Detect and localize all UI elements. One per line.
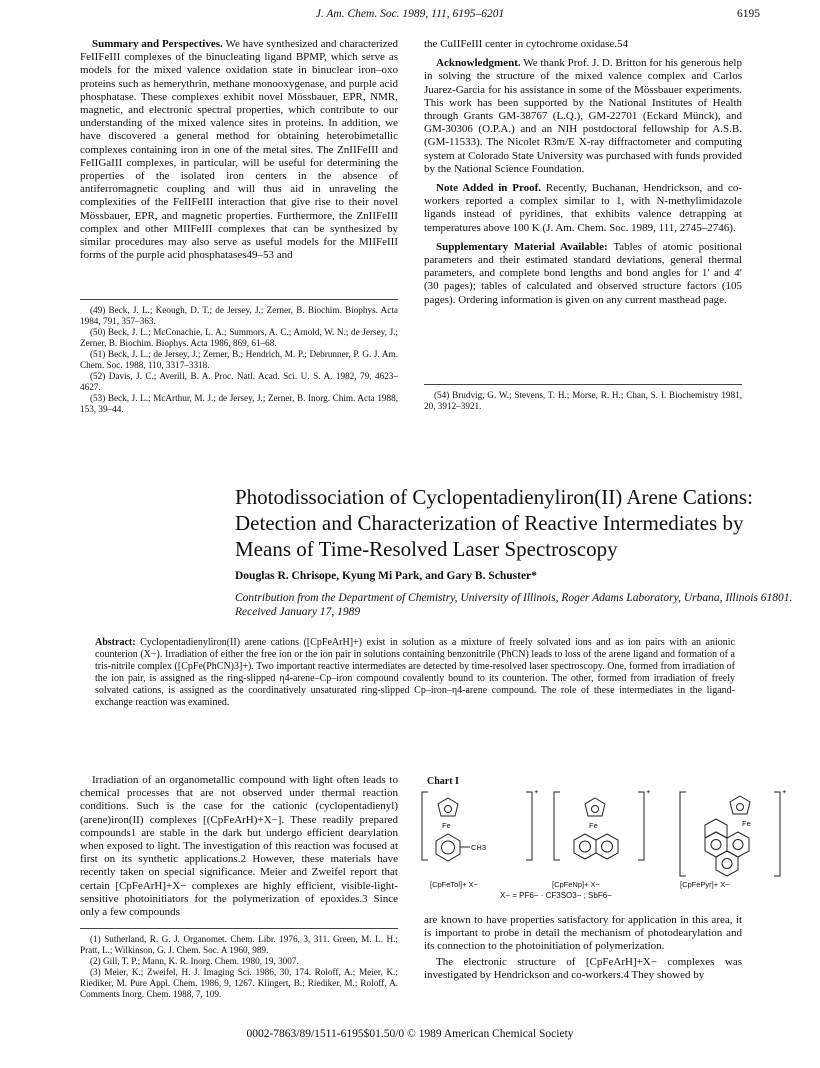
continuation-line: the CuIIFeIII center in cytochrome oxidase.54 [424, 38, 629, 50]
cp-ring-icon [585, 798, 605, 816]
arene-ring-icon [436, 834, 460, 861]
bracket-left [554, 792, 560, 860]
body-paragraph: The electronic structure of [CpFeArH]+X− complexes was investigated by Hendrickson and co-workers.4 They showed by [424, 955, 742, 981]
chart-structures [418, 790, 788, 890]
prev-left-column [80, 38, 398, 268]
reference: (52) Davis, J. C.; Averill, B. A. Proc. Natl. Acad. Sci. U. S. A. 1982, 79, 4623–4627. [80, 371, 398, 392]
reference: (3) Meier, K.; Zweifel, H. J. Imaging Sci. 1986, 30, 174. Roloff, A.; Meier, K.; Riediker, M. Pure Appl. Chem. 1986, 9, 1267. Klingert, B.; Riediker, M.; Roloff, A. Comments Inorg. Chem. 1988, 7, 109. [80, 967, 398, 999]
prev-left-references [80, 305, 398, 415]
running-header [60, 8, 760, 24]
abstract-label: Abstract: [95, 637, 136, 648]
prev-right-references [424, 390, 742, 412]
article-title: Photodissociation of Cyclopentadienyliron(II) Arene Cations: Detection and Characterization of Reactive Intermediates by Means of Time-Resolved Laser Spectroscopy [235, 485, 753, 561]
reference: (53) Beck, J. L.; McArthur, M. J.; de Jersey, J.; Zerner, B. Inorg. Chim. Acta 1988, 153, 39–44. [80, 393, 398, 414]
reference: (50) Beck, J. L.; McConachie, L. A.; Summors, A. C.; Arnold, W. N.; de Jersey, J.; Zerner, B. Biochim. Biophys. Acta 1986, 869, 61–68. [80, 327, 398, 348]
abstract-text: Cyclopentadienyliron(II) arene cations ([CpFeArH]+) exist in solution as a mixture of freely solvated ions and as ion pairs with an anionic counterion (X−). Irradiation of either the free ion or the ion pair in solutions containing benzonitrile (PhCN) leads to loss of the arene ligand and formation of a tris-nitrile complex ([CpFe(PhCN)3]+). Two important reactive intermediates are detected by time-resolved laser spectroscopy. One, formed from irradiation of the ion pair, is assigned as the ring-slipped η4-arene–Cp–iron compound covalently bound to its counterion. The other, formed from irradiation of freely solvated cations, is assigned as the coordinatively unsaturated ring-slipped Cp–iron–η4-arene compound. The role of these intermediates in the ligand-exchange reaction was examined. [95, 637, 735, 708]
body-left-column [80, 774, 398, 925]
fe-atom: Fe [442, 821, 451, 830]
chart-counterions: X− = PF6− · CF3SO3− ; SbF6− [500, 891, 612, 900]
reference: (49) Beck, J. L.; Keough, D. T.; de Jersey, J.; Zerner, B. Biochim. Biophys. Acta 1984, 791, 357–363. [80, 305, 398, 326]
article-affiliation: Contribution from the Department of Chemistry, University of Illinois, Roger Adams Laboratory, Urbana, Illinois 61801. Received January 17, 1989 [235, 592, 793, 618]
copyright-footer: 0002-7863/89/1511-6195$01.50/0 © 1989 American Chemical Society [246, 1028, 574, 1040]
footnote-rule [80, 928, 398, 929]
body-paragraph: Irradiation of an organometallic compound with light often leads to chemical processes that are not observed under thermal reaction conditions. Such is the case for the cationic (cyclopentadienyl)(arene)iron(II) complexes [(CpFeArH)+X−]. These readily prepared compounds1 are stable in the dark but undergo efficient dearylation when exposed to light. The investigation of this reaction was focused at first on its synthetic applications.2 However, these materials have recently taken on special significance. Meier and Zweifel report that certain [CpFeArH]+X− complexes are highly efficient, visible-light-sensitive photoinitiators for the polymerization of epoxides.3 Since only a few compounds [80, 774, 398, 919]
article-authors: Douglas R. Chrisope, Kyung Mi Park, and Gary B. Schuster* [235, 570, 537, 582]
prev-right-column [424, 38, 742, 313]
cp-ring-icon [438, 798, 458, 816]
body-right-column [424, 914, 742, 988]
chart-title: Chart I [427, 776, 459, 787]
chart-label-pyr: [CpFePyr]+ X− [680, 880, 730, 889]
chart-label-np: [CpFeNp]+ X− [552, 880, 600, 889]
methyl-group: CH3 [471, 843, 487, 852]
abstract [95, 637, 735, 709]
charge: + [534, 790, 539, 796]
fe-atom: Fe [589, 821, 598, 830]
bracket-left [422, 792, 428, 860]
supplementary-paragraph: Supplementary Material Available: Tables of atomic positional parameters and their estimated standard deviations, general thermal parameters, and complete bond lengths and bond angles for 1′ and 4′ (30 pages); tables of calculated and observed structure factors (105 pages). Ordering information is given on any current masthead page. [424, 240, 742, 306]
fe-atom: Fe [742, 819, 751, 828]
body-paragraph: are known to have properties satisfactory for application in this area, it is important to probe in detail the mechanism of photodearylation and its connection to the photoinitiation of polymerization. [424, 914, 742, 953]
footnote-rule [80, 299, 398, 300]
page-number: 6195 [737, 8, 760, 20]
bracket-left [680, 792, 686, 876]
chart-label-tol: [CpFeTol]+ X− [430, 880, 478, 889]
body-references [80, 934, 398, 1000]
charge: + [782, 790, 787, 796]
bracket-right [638, 792, 644, 860]
journal-citation: J. Am. Chem. Soc. 1989, 111, 6195–6201 [315, 8, 505, 20]
reference: (54) Brudvig, G. W.; Stevens, T. H.; Morse, R. H.; Chan, S. I. Biochemistry 1981, 20, 3912–3921. [424, 390, 742, 411]
naphthalene-ring-icon [574, 834, 596, 859]
bracket-right [526, 792, 532, 860]
note-added-paragraph: Note Added in Proof. Recently, Buchanan, Hendrickson, and co-workers reported a complex similar to 1, with N-methylimidazole ligands instead of pyridines, that exhibits valence detrapping at temperatures above 100 K (J. Am. Chem. Soc. 1989, 111, 2745–2746). [424, 182, 742, 234]
acknowledgment-paragraph: Acknowledgment. We thank Prof. J. D. Britton for his generous help in solving the structure of the mixed valence complex and Carlos Juarez-Garcia for his assistance in some of the Mössbauer experiments. This work has been supported by the National Institutes of Health through Grants GM-38767 (L.Q.), GM-22701 (Eckard Münck), and GM-30306 (O.P.A.) and an NIH postdoctoral fellowship for A.S.B. (GM-11533). The Nicolet R3m/E X-ray diffractometer and computing system at Colorado State University was purchased with funds provided by the National Science Foundation. [424, 57, 742, 175]
summary-paragraph: Summary and Perspectives. We have synthesized and characterized FeIIFeIII complexes of the binucleating ligand BPMP, which serve as models for the mixed valence oxidation state in binuclear iron–oxo proteins such as hemerythrin, methane monooxygenase, and purple acid phosphatase. These complexes exhibit novel Mössbauer, EPR, NMR, magnetic, and electronic spectral properties, which contribute to our understanding of the mixed valence sites in proteins. In addition, we have discovered a general method for obtaining heterobimetallic complexes containing iron in one of the metal sites. The ZnIIFeIII and FeIIGaIII complexes, in particular, will be useful for determining the properties of the isolated iron centers in the absence of antiferromagnetic coupling and will thus aid in unraveling the complexities of the FeIIFeIII interaction that give rise to their novel Mössbauer, EPR, and magnetic properties. Furthermore, the ZnIIFeIII complex and other MIIFeIII complexes that can be synthesized by similar procedures may also serve as useful models for the MIIFeIII forms of the purple acid phosphatases49–53 and [80, 38, 398, 262]
reference: (2) Gill, T. P.; Mann, K. R. Inorg. Chem. 1980, 19, 3007. [90, 956, 299, 966]
reference: (1) Sutherland, R. G. J. Organomet. Chem. Libr. 1976, 3, 311. Green, M. L. H.; Pratt, L.; Wilkinson, G. J. Chem. Soc. A 1960, 989. [80, 934, 398, 955]
charge: + [646, 790, 651, 796]
bracket-right [774, 792, 780, 876]
cp-ring-icon [730, 796, 750, 814]
reference: (51) Beck, J. L.; de Jersey, J.; Zerner, B.; Hendrich, M. P.; Debrunner, P. G. J. Am. Chem. Soc. 1988, 110, 3317–3318. [80, 349, 398, 370]
footnote-rule [424, 384, 742, 385]
